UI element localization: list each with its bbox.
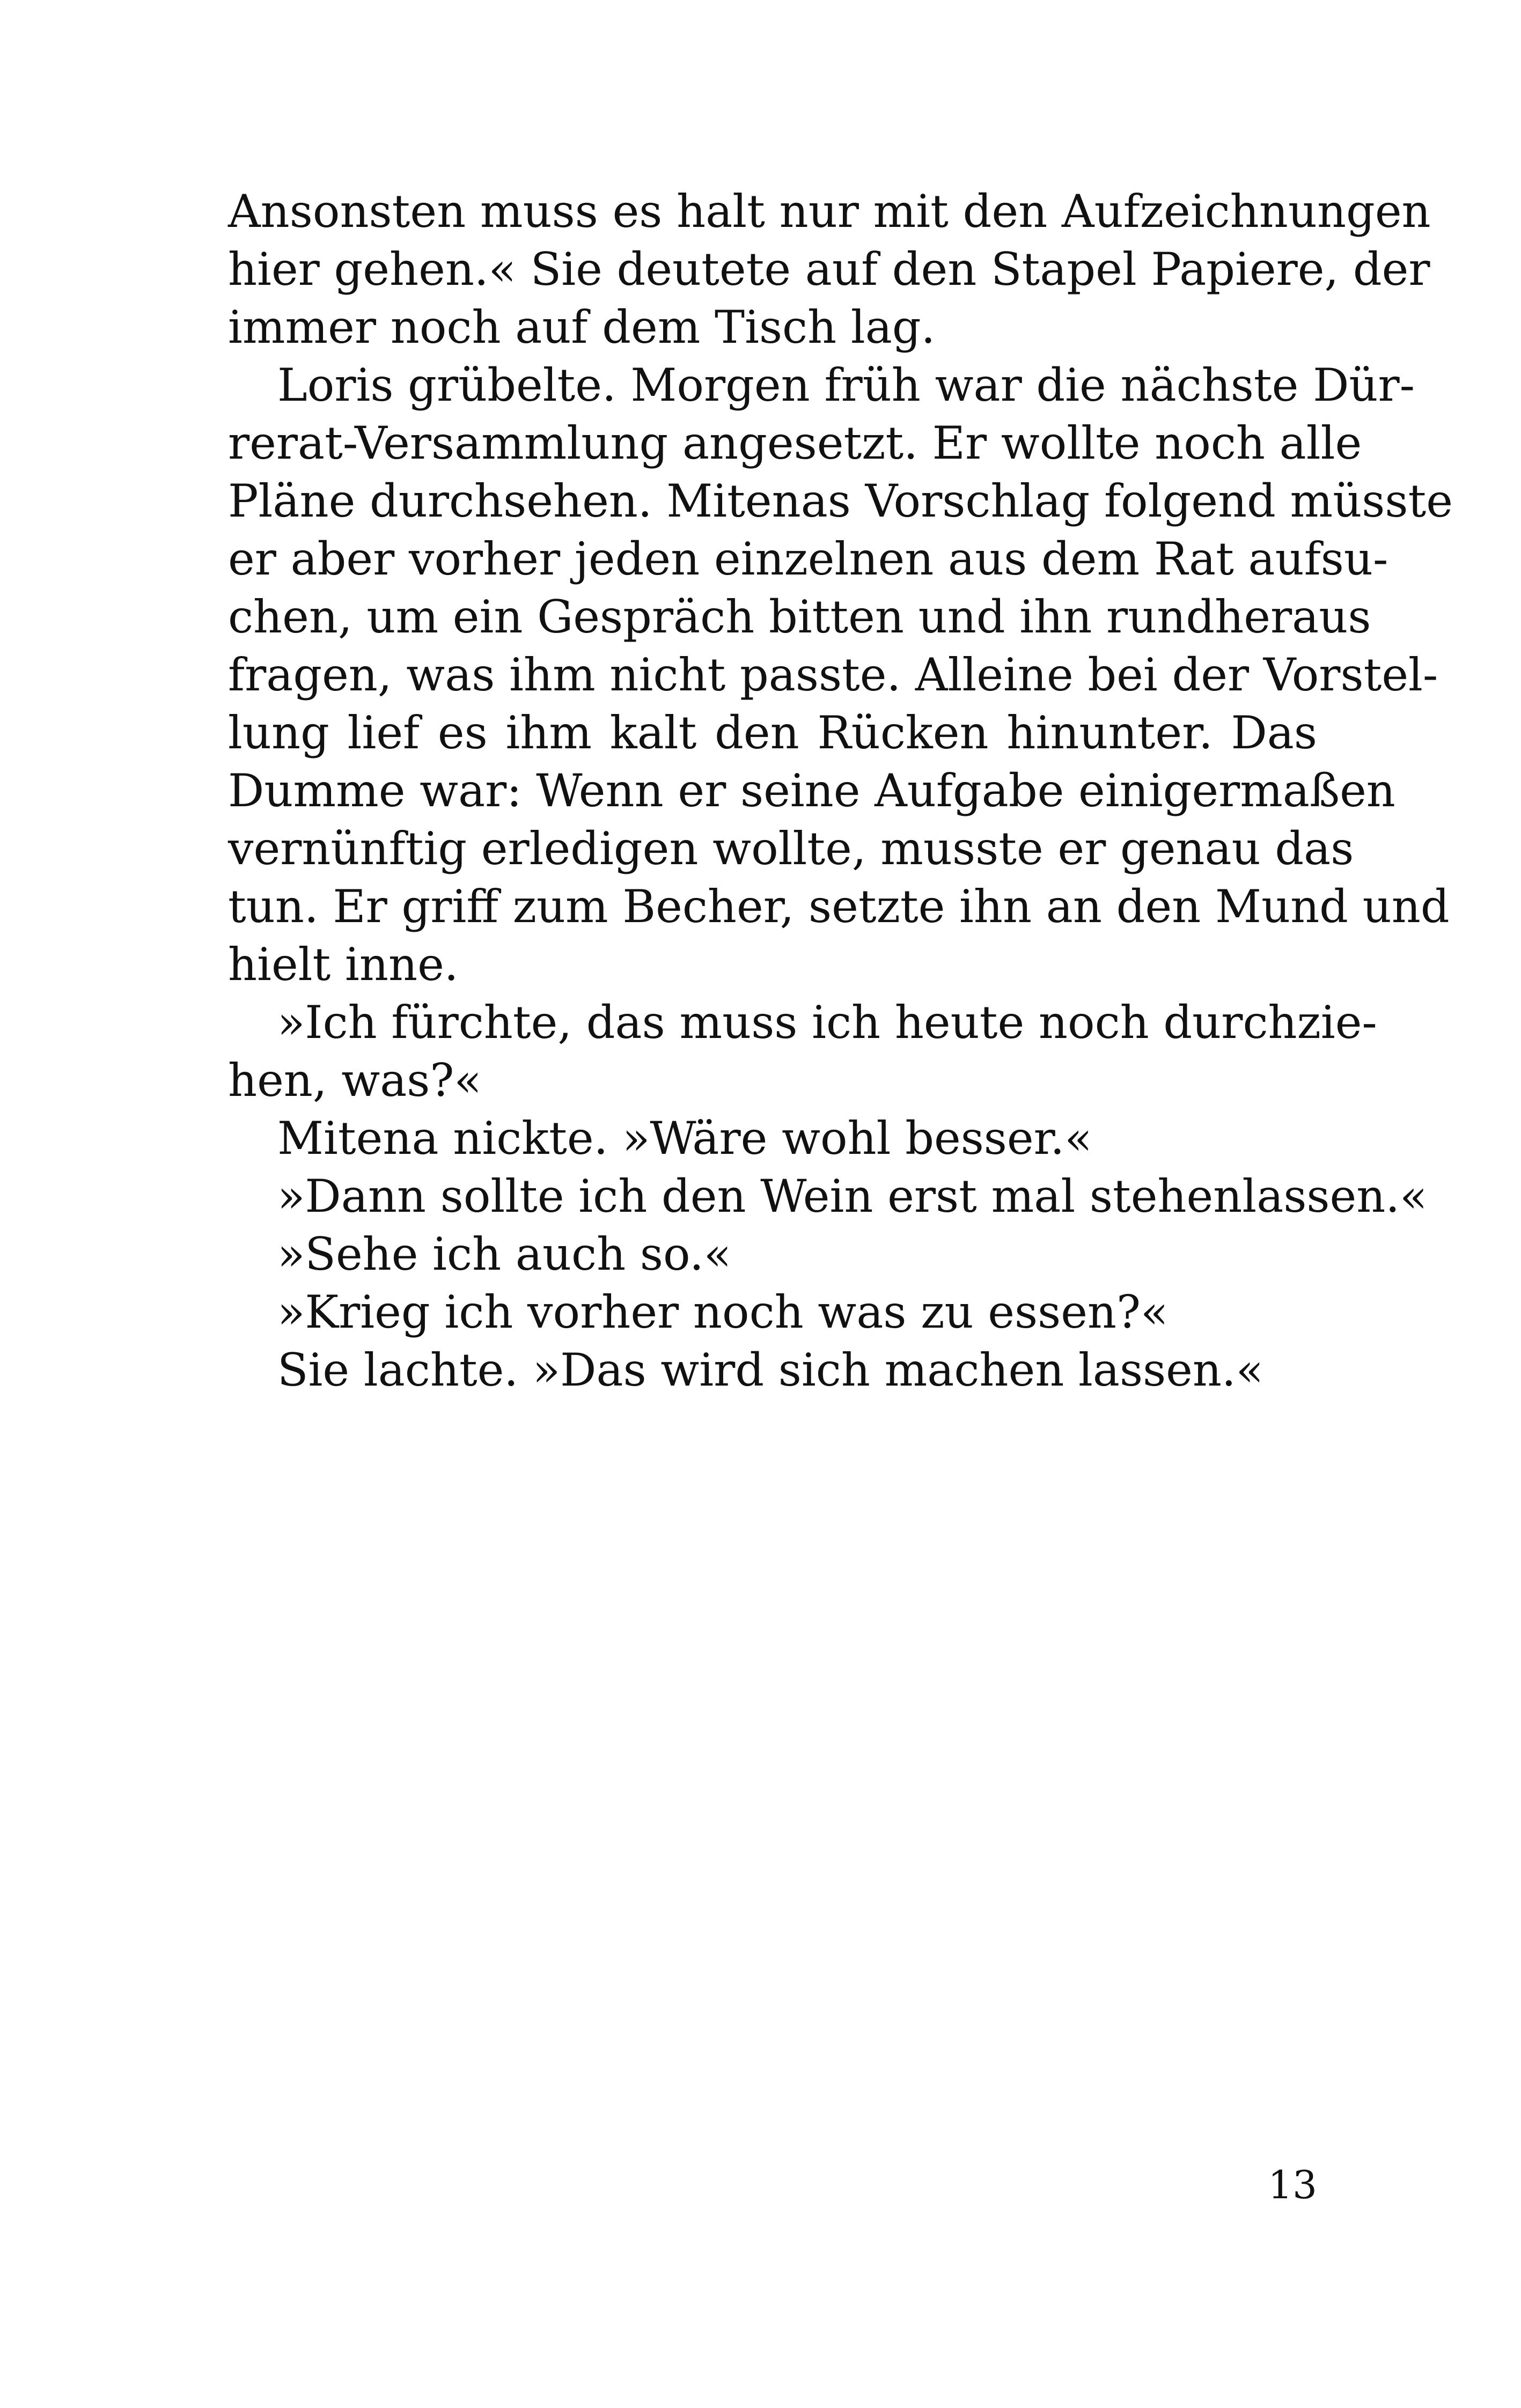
text-line: lung lief es ihm kalt den Rücken hinunter. Das xyxy=(228,706,1317,759)
text-line: Sie lachte. »Das wird sich machen lassen.« xyxy=(277,1344,1264,1396)
text-line: tun. Er griff zum Becher, setzte ihn an den Mund und xyxy=(228,880,1450,933)
text-line: er aber vorher jeden einzelnen aus dem Rat aufsu- xyxy=(228,533,1388,585)
text-line: Pläne durchsehen. Mitenas Vorschlag folgend müsste xyxy=(228,475,1453,527)
page-number: 13 xyxy=(1268,2162,1317,2207)
text-line: vernünftig erledigen wollte, musste er genau das xyxy=(228,822,1354,875)
text-line: Mitena nickte. »Wäre wohl besser.« xyxy=(277,1112,1092,1165)
text-line: chen, um ein Gespräch bitten und ihn rundheraus xyxy=(228,591,1371,643)
text-line: hen, was?« xyxy=(228,1054,482,1107)
text-line: »Krieg ich vorher noch was zu essen?« xyxy=(277,1286,1169,1338)
body-text xyxy=(228,182,1453,1399)
text-line: fragen, was ihm nicht passte. Alleine bei der Vorstel- xyxy=(228,649,1438,701)
text-line: »Dann sollte ich den Wein erst mal stehenlassen.« xyxy=(277,1170,1428,1223)
text-line: hielt inne. xyxy=(228,938,459,991)
text-line: immer noch auf dem Tisch lag. xyxy=(228,301,936,354)
text-line: hier gehen.« Sie deutete auf den Stapel Papiere, der xyxy=(228,243,1430,296)
text-line: Dumme war: Wenn er seine Aufgabe einigermaßen xyxy=(228,764,1395,817)
text-line: rerat-Versammlung angesetzt. Er wollte noch alle xyxy=(228,417,1362,469)
text-line: »Ich fürchte, das muss ich heute noch durchzie- xyxy=(277,996,1377,1049)
text-line: Ansonsten muss es halt nur mit den Aufzeichnungen xyxy=(228,185,1431,238)
text-line: »Sehe ich auch so.« xyxy=(277,1228,732,1280)
text-line: Loris grübelte. Morgen früh war die nächste Dür- xyxy=(277,359,1415,411)
